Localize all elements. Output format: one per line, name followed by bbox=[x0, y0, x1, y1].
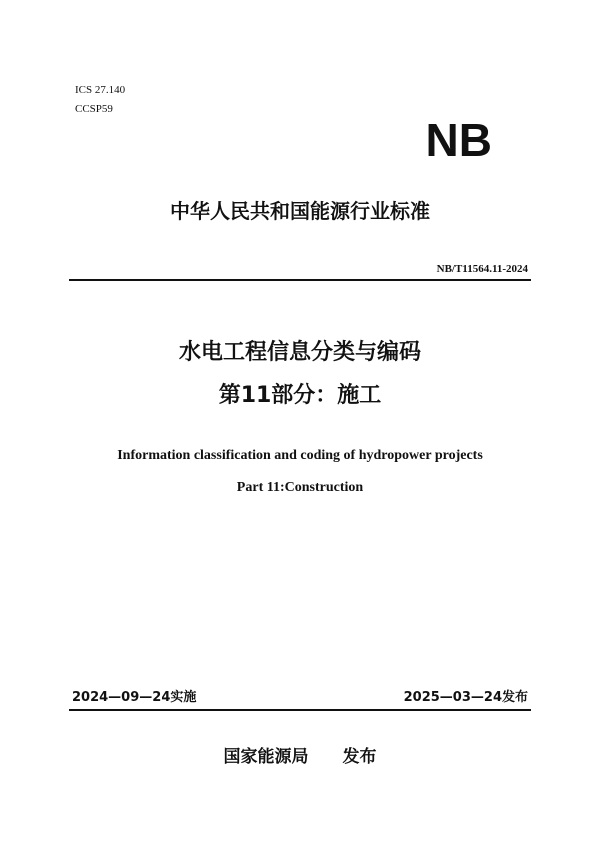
publish-action: 发布 bbox=[342, 747, 377, 767]
footer-divider bbox=[69, 709, 531, 711]
implementation-date: 2024—09—24实施 bbox=[72, 690, 197, 705]
standard-class-title: 中华人民共和国能源行业标准 bbox=[170, 199, 430, 223]
ics-code: ICS 27.140 bbox=[75, 84, 126, 96]
ccs-code: CCSP59 bbox=[75, 103, 113, 115]
standard-number: NB/T11564.11-2024 bbox=[436, 263, 528, 275]
document-title-en: Information classification and coding of hydropower projects bbox=[117, 448, 483, 463]
publisher-name: 国家能源局 bbox=[223, 747, 309, 767]
header-divider bbox=[69, 279, 531, 281]
issue-date: 2025—03—24发布 bbox=[403, 690, 528, 705]
publisher-line bbox=[0, 746, 600, 768]
document-title-cn: 水电工程信息分类与编码 bbox=[178, 340, 421, 365]
standard-code-logo: NB bbox=[425, 114, 492, 166]
document-part-title-en: Part 11:Construction bbox=[236, 480, 364, 495]
document-part-title-cn: 第11部分：施工 bbox=[218, 383, 382, 408]
